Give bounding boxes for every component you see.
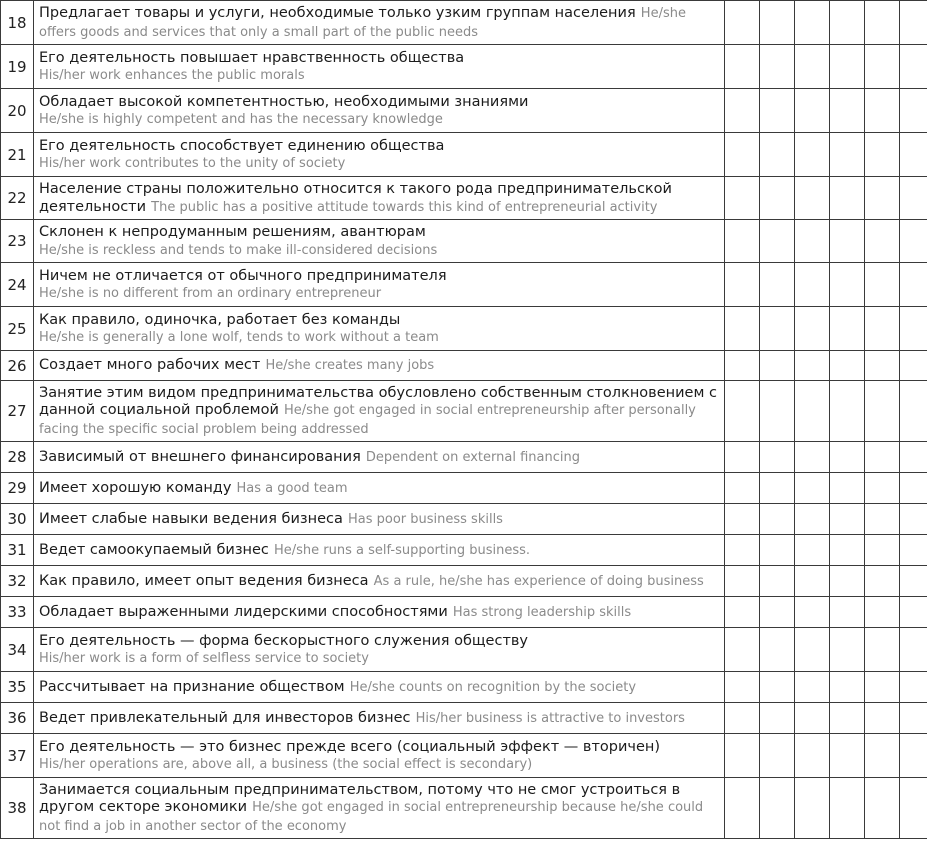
rating-cell[interactable] xyxy=(760,263,795,307)
table-row xyxy=(1,703,927,734)
table-row xyxy=(1,45,927,89)
rating-cell[interactable] xyxy=(830,381,865,442)
rating-cell[interactable] xyxy=(795,597,830,628)
rating-cell[interactable] xyxy=(760,597,795,628)
item-number: 20 xyxy=(1,89,34,133)
statement-english: Has a good team xyxy=(236,480,348,496)
rating-cell[interactable] xyxy=(865,1,900,45)
statement-english: Has poor business skills xyxy=(347,511,503,527)
statement-english: His/her work is a form of selfless service to society xyxy=(39,651,369,666)
item-number: 30 xyxy=(1,504,34,535)
rating-cell[interactable] xyxy=(865,597,900,628)
item-number: 19 xyxy=(1,45,34,89)
rating-cell[interactable] xyxy=(830,628,865,672)
rating-cell[interactable] xyxy=(760,220,795,263)
table-row xyxy=(1,778,927,839)
rating-cell[interactable] xyxy=(795,473,830,504)
rating-cell[interactable] xyxy=(760,473,795,504)
rating-cell[interactable] xyxy=(865,89,900,133)
rating-cell[interactable] xyxy=(760,566,795,597)
rating-cell[interactable] xyxy=(830,778,865,839)
table-row xyxy=(1,628,927,672)
statement-cell xyxy=(34,442,725,473)
rating-cell[interactable] xyxy=(900,307,927,351)
rating-cell[interactable] xyxy=(830,89,865,133)
statement-cell xyxy=(34,1,725,45)
rating-cell[interactable] xyxy=(900,133,927,177)
rating-cell[interactable] xyxy=(830,1,865,45)
statement-russian: Склонен к непродуманным решениям, авантюрам xyxy=(39,224,426,240)
rating-cell[interactable] xyxy=(760,703,795,734)
statement-cell xyxy=(34,45,725,89)
rating-cell[interactable] xyxy=(725,703,760,734)
table-row xyxy=(1,672,927,703)
item-number: 34 xyxy=(1,628,34,672)
rating-cell[interactable] xyxy=(725,133,760,177)
statement-cell xyxy=(34,381,725,442)
statement-cell xyxy=(34,566,725,597)
statement-russian: Занятие этим видом предпринимательства обусловлено собственным столкновением с данной социальной проблемой xyxy=(39,384,717,419)
statement-cell xyxy=(34,307,725,351)
rating-cell[interactable] xyxy=(865,778,900,839)
statement-english: He/she got engaged in social entrepreneurship after personally facing the specific social problem being addressed xyxy=(39,403,696,437)
rating-cell[interactable] xyxy=(795,45,830,89)
item-number: 36 xyxy=(1,703,34,734)
table-row xyxy=(1,535,927,566)
item-number: 32 xyxy=(1,566,34,597)
item-number: 27 xyxy=(1,381,34,442)
rating-cell[interactable] xyxy=(900,597,927,628)
rating-cell[interactable] xyxy=(900,628,927,672)
statement-cell xyxy=(34,263,725,307)
rating-cell[interactable] xyxy=(760,535,795,566)
rating-cell[interactable] xyxy=(900,220,927,263)
rating-cell[interactable] xyxy=(760,628,795,672)
item-number: 21 xyxy=(1,133,34,177)
statement-cell xyxy=(34,597,725,628)
rating-cell[interactable] xyxy=(725,535,760,566)
rating-cell[interactable] xyxy=(795,628,830,672)
statement-russian: Ничем не отличается от обычного предпринимателя xyxy=(39,267,447,284)
statement-english: Has strong leadership skills xyxy=(452,604,632,620)
rating-cell[interactable] xyxy=(760,133,795,177)
rating-cell[interactable] xyxy=(830,473,865,504)
rating-cell[interactable] xyxy=(830,734,865,778)
rating-cell[interactable] xyxy=(725,628,760,672)
rating-cell[interactable] xyxy=(830,177,865,220)
statement-russian: Предлагает товары и услуги, необходимые только узким группам населения xyxy=(39,5,636,21)
table-row xyxy=(1,351,927,381)
rating-cell[interactable] xyxy=(865,473,900,504)
statement-russian: Имеет хорошую команду xyxy=(39,479,232,496)
statement-russian: Его деятельность повышает нравственность общества xyxy=(39,49,465,66)
statement-cell xyxy=(34,504,725,535)
item-number: 38 xyxy=(1,778,34,839)
statement-cell xyxy=(34,133,725,177)
table-row xyxy=(1,597,927,628)
statement-english: The public has a positive attitude towards this kind of entrepreneurial activity xyxy=(151,199,658,215)
rating-cell[interactable] xyxy=(795,778,830,839)
rating-cell[interactable] xyxy=(865,381,900,442)
rating-cell[interactable] xyxy=(795,381,830,442)
statement-english: He/she counts on recognition by the society xyxy=(349,679,637,695)
item-number: 25 xyxy=(1,307,34,351)
rating-cell[interactable] xyxy=(900,45,927,89)
rating-cell[interactable] xyxy=(865,628,900,672)
rating-cell[interactable] xyxy=(725,778,760,839)
statement-english: He/she offers goods and services that only a small part of the public needs xyxy=(39,6,686,40)
rating-cell[interactable] xyxy=(900,535,927,566)
item-number: 24 xyxy=(1,263,34,307)
statement-russian: Ведет самоокупаемый бизнес xyxy=(39,541,269,558)
item-number: 35 xyxy=(1,672,34,703)
rating-cell[interactable] xyxy=(795,535,830,566)
rating-cell[interactable] xyxy=(725,381,760,442)
rating-cell[interactable] xyxy=(795,177,830,220)
statement-russian: Обладает высокой компетентностью, необходимыми знаниями xyxy=(39,93,529,110)
statement-russian: Обладает выраженными лидерскими способностями xyxy=(39,603,448,620)
statement-english: He/she creates many jobs xyxy=(265,358,435,374)
rating-cell[interactable] xyxy=(795,89,830,133)
rating-cell[interactable] xyxy=(725,597,760,628)
rating-cell[interactable] xyxy=(760,351,795,381)
item-number: 31 xyxy=(1,535,34,566)
table-row xyxy=(1,1,927,45)
statement-english: As a rule, he/she has experience of doing business xyxy=(373,573,704,589)
rating-cell[interactable] xyxy=(725,89,760,133)
rating-cell[interactable] xyxy=(865,45,900,89)
rating-cell[interactable] xyxy=(725,45,760,89)
rating-cell[interactable] xyxy=(900,778,927,839)
rating-cell[interactable] xyxy=(830,504,865,535)
item-number: 23 xyxy=(1,220,34,263)
rating-cell[interactable] xyxy=(865,734,900,778)
table-row xyxy=(1,307,927,351)
rating-cell[interactable] xyxy=(900,263,927,307)
rating-cell[interactable] xyxy=(725,220,760,263)
item-number: 37 xyxy=(1,734,34,778)
statement-russian: Зависимый от внешнего финансирования xyxy=(39,448,361,465)
rating-cell[interactable] xyxy=(795,1,830,45)
statement-cell xyxy=(34,473,725,504)
statement-russian: Его деятельность — форма бескорыстного служения обществу xyxy=(39,632,529,649)
statement-english: He/she runs a self-supporting business. xyxy=(274,542,531,558)
table-row xyxy=(1,89,927,133)
statement-english: He/she is generally a lone wolf, tends to work without a team xyxy=(39,330,439,345)
statement-cell xyxy=(34,535,725,566)
survey-table-body xyxy=(1,1,927,839)
item-number: 18 xyxy=(1,1,34,45)
statement-english: He/she is reckless and tends to make ill-considered decisions xyxy=(39,242,438,258)
rating-cell[interactable] xyxy=(900,504,927,535)
rating-cell[interactable] xyxy=(760,778,795,839)
rating-cell[interactable] xyxy=(900,473,927,504)
rating-cell[interactable] xyxy=(795,307,830,351)
rating-cell[interactable] xyxy=(725,734,760,778)
rating-cell[interactable] xyxy=(900,566,927,597)
rating-cell[interactable] xyxy=(725,672,760,703)
rating-cell[interactable] xyxy=(830,351,865,381)
rating-cell[interactable] xyxy=(760,45,795,89)
rating-cell[interactable] xyxy=(865,177,900,220)
rating-cell[interactable] xyxy=(865,133,900,177)
rating-cell[interactable] xyxy=(795,566,830,597)
rating-cell[interactable] xyxy=(900,734,927,778)
table-row xyxy=(1,220,927,263)
table-row xyxy=(1,133,927,177)
rating-cell[interactable] xyxy=(760,1,795,45)
rating-cell[interactable] xyxy=(900,177,927,220)
statement-russian: Как правило, одиночка, работает без команды xyxy=(39,311,401,328)
item-number: 22 xyxy=(1,177,34,220)
rating-cell[interactable] xyxy=(865,263,900,307)
rating-cell[interactable] xyxy=(900,89,927,133)
statement-english: His/her operations are, above all, a business (the social effect is secondary) xyxy=(39,757,533,772)
rating-cell[interactable] xyxy=(900,1,927,45)
rating-cell[interactable] xyxy=(865,442,900,473)
rating-cell[interactable] xyxy=(725,1,760,45)
rating-cell[interactable] xyxy=(830,45,865,89)
rating-cell[interactable] xyxy=(830,703,865,734)
statement-cell xyxy=(34,672,725,703)
rating-cell[interactable] xyxy=(795,672,830,703)
statement-english: He/she is no different from an ordinary entrepreneur xyxy=(39,286,382,301)
item-number: 33 xyxy=(1,597,34,628)
item-number: 28 xyxy=(1,442,34,473)
rating-cell[interactable] xyxy=(795,442,830,473)
rating-cell[interactable] xyxy=(900,703,927,734)
rating-cell[interactable] xyxy=(795,734,830,778)
rating-cell[interactable] xyxy=(760,734,795,778)
statement-cell xyxy=(34,89,725,133)
statement-english: His/her business is attractive to investors xyxy=(415,710,685,726)
rating-cell[interactable] xyxy=(865,535,900,566)
rating-cell[interactable] xyxy=(760,89,795,133)
rating-cell[interactable] xyxy=(900,672,927,703)
rating-cell[interactable] xyxy=(725,473,760,504)
rating-cell[interactable] xyxy=(795,504,830,535)
statement-cell xyxy=(34,220,725,263)
rating-cell[interactable] xyxy=(725,263,760,307)
rating-cell[interactable] xyxy=(900,442,927,473)
statement-russian: Имеет слабые навыки ведения бизнеса xyxy=(39,510,343,527)
rating-cell[interactable] xyxy=(760,381,795,442)
rating-cell[interactable] xyxy=(725,307,760,351)
rating-cell[interactable] xyxy=(830,263,865,307)
table-row xyxy=(1,263,927,307)
statement-cell xyxy=(34,351,725,381)
table-row xyxy=(1,504,927,535)
table-row xyxy=(1,177,927,220)
item-number: 26 xyxy=(1,351,34,381)
rating-cell[interactable] xyxy=(830,307,865,351)
rating-cell[interactable] xyxy=(795,263,830,307)
rating-cell[interactable] xyxy=(865,672,900,703)
rating-cell[interactable] xyxy=(830,672,865,703)
statement-russian: Создает много рабочих мест xyxy=(39,357,261,374)
rating-cell[interactable] xyxy=(795,133,830,177)
statement-cell xyxy=(34,734,725,778)
rating-cell[interactable] xyxy=(900,351,927,381)
rating-cell[interactable] xyxy=(760,177,795,220)
table-row xyxy=(1,473,927,504)
rating-cell[interactable] xyxy=(795,220,830,263)
rating-cell[interactable] xyxy=(760,672,795,703)
rating-cell[interactable] xyxy=(725,351,760,381)
rating-cell[interactable] xyxy=(865,220,900,263)
statement-english: He/she got engaged in social entrepreneurship because he/she could not find a job in another sector of the economy xyxy=(39,800,704,834)
rating-cell[interactable] xyxy=(830,566,865,597)
statement-english: His/her work enhances the public morals xyxy=(39,68,305,83)
statement-russian: Его деятельность — это бизнес прежде всего (социальный эффект — вторичен) xyxy=(39,738,661,755)
statement-russian: Рассчитывает на признание обществом xyxy=(39,678,345,695)
rating-cell[interactable] xyxy=(865,351,900,381)
statement-cell xyxy=(34,177,725,220)
statement-cell xyxy=(34,703,725,734)
rating-cell[interactable] xyxy=(830,220,865,263)
rating-cell[interactable] xyxy=(830,442,865,473)
rating-cell[interactable] xyxy=(760,307,795,351)
statement-russian: Его деятельность способствует единению общества xyxy=(39,137,445,154)
statement-cell xyxy=(34,778,725,839)
statement-english: He/she is highly competent and has the necessary knowledge xyxy=(39,112,443,127)
table-row xyxy=(1,381,927,442)
rating-cell[interactable] xyxy=(725,442,760,473)
rating-cell[interactable] xyxy=(865,703,900,734)
statement-english: Dependent on external financing xyxy=(365,449,580,465)
table-row xyxy=(1,442,927,473)
statement-russian: Ведет привлекательный для инвесторов бизнес xyxy=(39,709,411,726)
rating-cell[interactable] xyxy=(795,351,830,381)
statement-english: His/her work contributes to the unity of society xyxy=(39,156,346,171)
rating-cell[interactable] xyxy=(830,597,865,628)
table-row xyxy=(1,566,927,597)
table-row xyxy=(1,734,927,778)
rating-cell[interactable] xyxy=(725,566,760,597)
rating-cell[interactable] xyxy=(760,442,795,473)
statement-russian: Население страны положительно относится к такого рода предпринимательской деятельности xyxy=(39,181,672,215)
item-number: 29 xyxy=(1,473,34,504)
rating-cell[interactable] xyxy=(865,566,900,597)
rating-cell[interactable] xyxy=(830,133,865,177)
rating-cell[interactable] xyxy=(725,504,760,535)
rating-cell[interactable] xyxy=(795,703,830,734)
rating-cell[interactable] xyxy=(900,381,927,442)
rating-cell[interactable] xyxy=(760,504,795,535)
rating-cell[interactable] xyxy=(830,535,865,566)
rating-cell[interactable] xyxy=(865,307,900,351)
rating-cell[interactable] xyxy=(865,504,900,535)
statement-russian: Как правило, имеет опыт ведения бизнеса xyxy=(39,572,369,589)
statement-cell xyxy=(34,628,725,672)
rating-cell[interactable] xyxy=(725,177,760,220)
statement-russian: Занимается социальным предпринимательством, потому что не смог устроиться в другом секторе экономики xyxy=(39,781,681,816)
